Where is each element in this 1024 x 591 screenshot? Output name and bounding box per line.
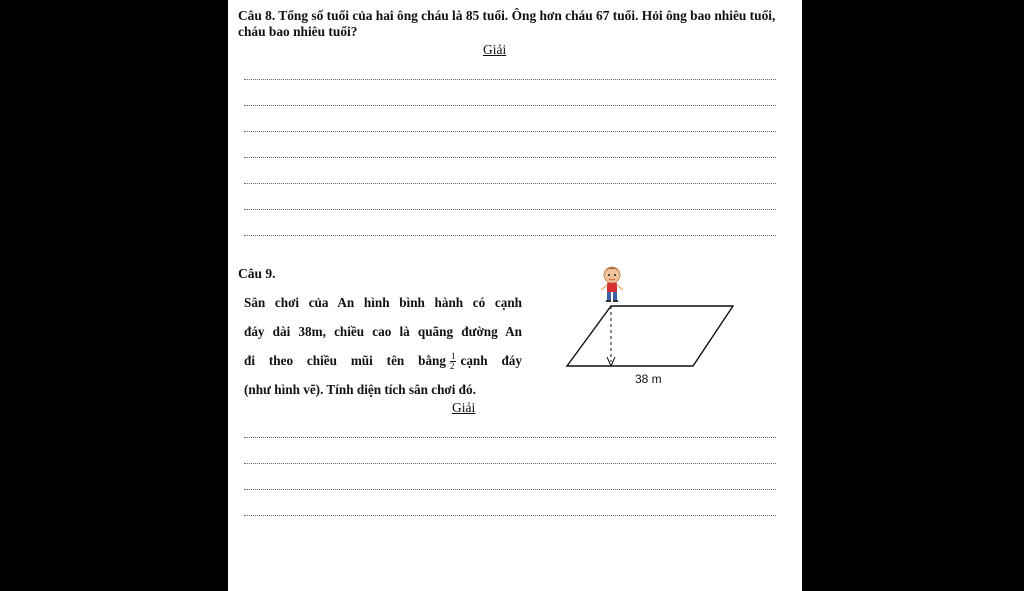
fraction-numerator: 1 xyxy=(450,351,456,362)
question-8-solution-label: Giải xyxy=(483,42,507,57)
answer-line xyxy=(244,105,776,106)
worksheet-page xyxy=(228,0,802,591)
answer-line xyxy=(244,157,776,158)
base-length-label: 38 m xyxy=(635,372,662,386)
fraction-one-half xyxy=(450,352,457,371)
parallelogram-shape xyxy=(567,306,733,366)
question-9-line-2: đáy dài 38m, chiều cao là quãng đường An xyxy=(244,324,522,339)
answer-line xyxy=(244,463,776,464)
question-9-line-3 xyxy=(244,346,522,375)
answer-line xyxy=(244,515,776,516)
question-9-line-1: Sân chơi của An hình bình hành có cạnh xyxy=(244,295,522,310)
answer-line xyxy=(244,489,776,490)
question-9-line-4: (như hình vẽ). Tính diện tích sân chơi đó. xyxy=(244,382,476,397)
question-9-solution-label: Giải xyxy=(452,400,476,415)
fraction-denominator: 2 xyxy=(449,361,455,372)
answer-line xyxy=(244,235,776,236)
question-9-line-3-end: cạnh đáy xyxy=(460,353,522,368)
question-9-text xyxy=(244,288,522,404)
answer-line xyxy=(244,183,776,184)
child-figure-icon xyxy=(601,267,623,302)
answer-line xyxy=(244,209,776,210)
answer-line xyxy=(244,131,776,132)
question-8-text: Câu 8. Tổng số tuổi của hai ông cháu là 85 tuổi. Ông hơn cháu 67 tuổi. Hỏi ông bao nhiêu tuổi, cháu bao nhiêu tuổi? xyxy=(238,8,776,39)
question-9-title: Câu 9. xyxy=(238,266,276,281)
answer-line xyxy=(244,437,776,438)
question-9-line-3-start: đi theo chiều mũi tên bằng xyxy=(244,353,446,368)
answer-line xyxy=(244,79,776,80)
